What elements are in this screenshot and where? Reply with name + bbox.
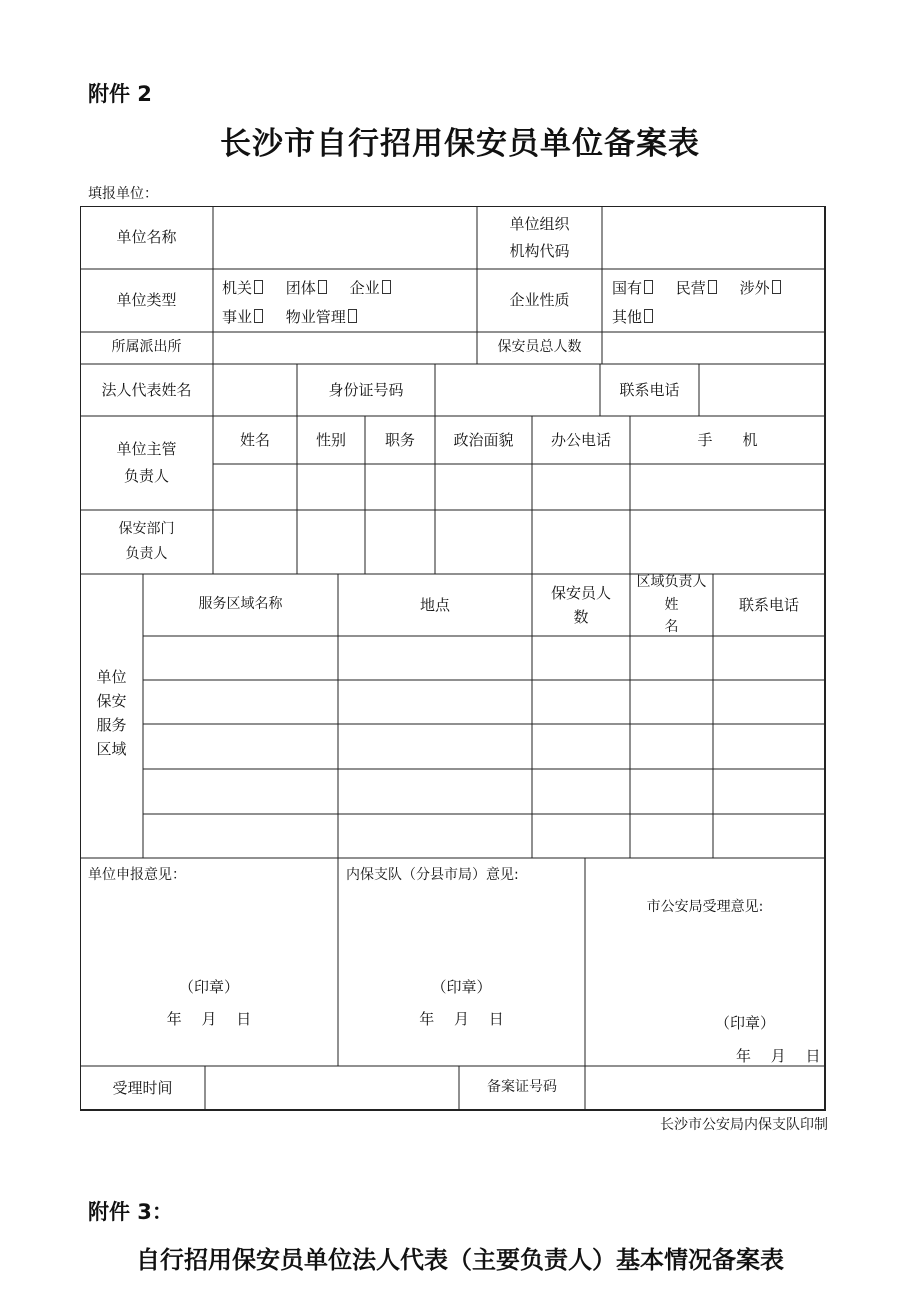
footer-note: 长沙市公安局内保支队印制 bbox=[660, 1117, 828, 1133]
option-enterprise: 企业 bbox=[349, 279, 380, 297]
id-number-label: 身份证号码 bbox=[328, 380, 404, 399]
security-dept-label-line2: 负责人 bbox=[125, 546, 168, 562]
unit-type-label: 单位类型 bbox=[116, 291, 177, 309]
brigade-date: 年 月 日 bbox=[419, 1009, 504, 1028]
nature-options bbox=[612, 274, 781, 331]
unit-name-label: 单位名称 bbox=[116, 228, 177, 246]
checkbox-enterprise[interactable] bbox=[382, 280, 391, 294]
org-code-label-line2: 机构代码 bbox=[509, 241, 570, 260]
attachment-3-label: 附件 3： bbox=[88, 1200, 173, 1224]
area-header-leader bbox=[630, 574, 713, 636]
area-header-guards-line1: 保安员人 bbox=[550, 584, 611, 602]
manager-label-line1: 单位主管 bbox=[116, 440, 177, 458]
attachment-2-label: 附件 2 bbox=[88, 82, 152, 106]
brigade-seal: （印章） bbox=[431, 977, 492, 996]
header-office-phone: 办公电话 bbox=[550, 430, 611, 449]
checkbox-group[interactable] bbox=[318, 280, 327, 294]
unit-seal: （印章） bbox=[178, 977, 239, 996]
checkbox-foreign[interactable] bbox=[772, 280, 781, 294]
contact-phone-label: 联系电话 bbox=[619, 380, 680, 399]
city-opinion-label: 市公安局受理意见: bbox=[646, 899, 764, 916]
unit-opinion-label: 单位申报意见： bbox=[88, 867, 186, 883]
header-political: 政治面貌 bbox=[453, 430, 514, 449]
security-dept-label bbox=[80, 510, 213, 574]
brigade-opinion-label: 内保支队（分县市局）意见: bbox=[346, 867, 519, 883]
option-private: 民营 bbox=[675, 279, 706, 297]
fill-unit-label: 填报单位： bbox=[88, 186, 158, 202]
option-organ: 机关 bbox=[222, 279, 253, 297]
manager-label bbox=[80, 416, 213, 510]
checkbox-state[interactable] bbox=[644, 280, 653, 294]
header-gender: 性别 bbox=[315, 430, 346, 449]
area-header-name: 服务区域名称 bbox=[198, 596, 283, 613]
service-area-label-line1: 单位 bbox=[96, 668, 127, 686]
manager-label-line2: 负责人 bbox=[123, 467, 169, 485]
header-mobile: 手 机 bbox=[697, 430, 758, 449]
record-no-label: 备案证号码 bbox=[487, 1079, 557, 1096]
city-seal: （印章） bbox=[714, 1013, 775, 1032]
page-title: 长沙市自行招用保安员单位备案表 bbox=[220, 126, 700, 162]
option-foreign: 涉外 bbox=[739, 279, 770, 297]
area-header-leader-line1: 区域负责人姓 bbox=[636, 574, 707, 613]
checkbox-other[interactable] bbox=[644, 309, 653, 323]
area-header-leader-line2: 名 bbox=[664, 619, 679, 636]
option-property: 物业管理 bbox=[285, 307, 346, 326]
area-header-guards-line2: 数 bbox=[573, 608, 589, 626]
area-header-phone: 联系电话 bbox=[738, 595, 799, 614]
guard-total-label: 保安员总人数 bbox=[497, 339, 582, 356]
service-area-label bbox=[80, 658, 143, 768]
option-state: 国有 bbox=[612, 279, 643, 297]
checkbox-property[interactable] bbox=[348, 309, 357, 323]
accept-time-label: 受理时间 bbox=[112, 1078, 173, 1097]
checkbox-private[interactable] bbox=[708, 280, 717, 294]
service-area-label-line3: 服务 bbox=[96, 716, 127, 734]
area-header-guards bbox=[532, 574, 630, 636]
city-date: 年 月 日 bbox=[736, 1047, 821, 1065]
unit-date: 年 月 日 bbox=[166, 1009, 252, 1028]
header-position: 职务 bbox=[384, 430, 415, 449]
option-group: 团体 bbox=[285, 279, 316, 297]
service-area-label-line2: 保安 bbox=[96, 692, 127, 710]
checkbox-organ[interactable] bbox=[254, 280, 263, 294]
unit-type-options bbox=[222, 274, 409, 331]
record-form-table bbox=[80, 206, 826, 1111]
second-form-title: 自行招用保安员单位法人代表（主要负责人）基本情况备案表 bbox=[136, 1246, 784, 1274]
legal-rep-label: 法人代表姓名 bbox=[101, 380, 192, 399]
police-station-label: 所属派出所 bbox=[111, 339, 182, 356]
option-other: 其他 bbox=[612, 307, 643, 326]
service-area-label-line4: 区域 bbox=[96, 740, 127, 758]
security-dept-label-line1: 保安部门 bbox=[118, 520, 175, 537]
checkbox-institution[interactable] bbox=[254, 309, 263, 323]
header-name: 姓名 bbox=[239, 430, 270, 449]
enterprise-nature-label: 企业性质 bbox=[509, 291, 570, 309]
area-header-location: 地点 bbox=[419, 595, 450, 614]
org-code-label-line1: 单位组织 bbox=[509, 214, 570, 233]
org-code-label bbox=[477, 206, 602, 269]
option-institution: 事业 bbox=[222, 307, 253, 326]
